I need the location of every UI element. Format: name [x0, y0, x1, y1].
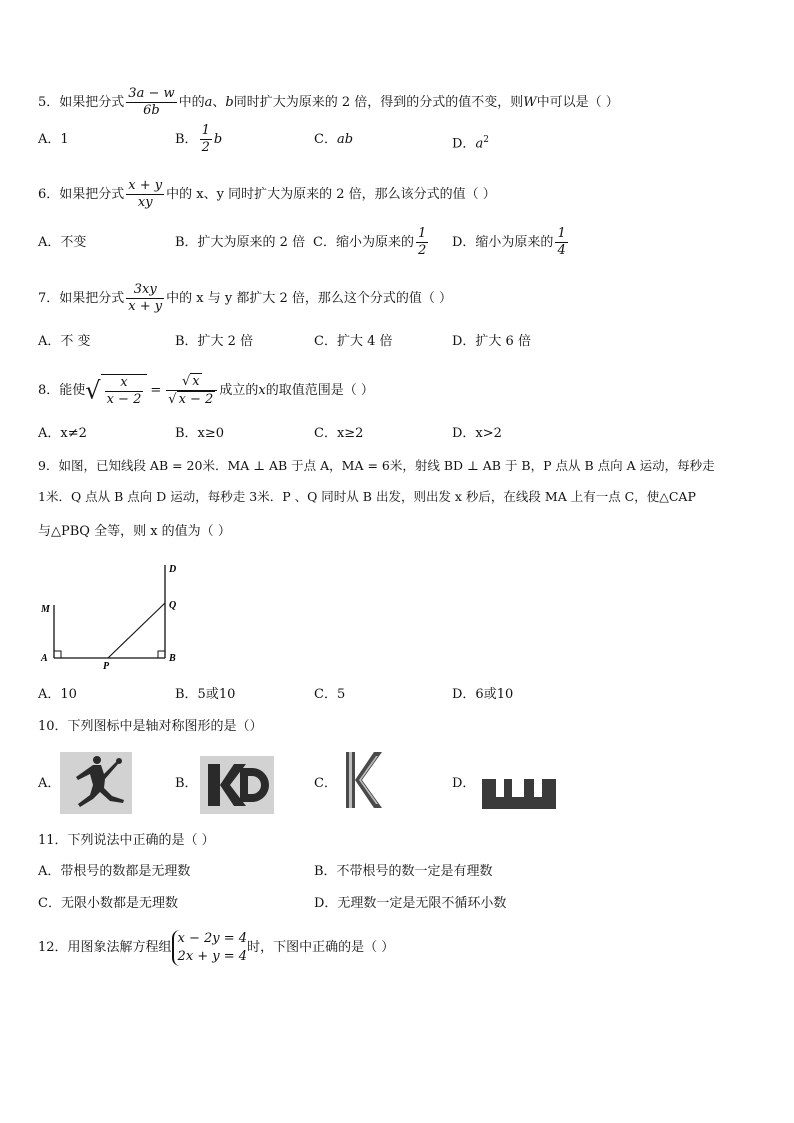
option-c	[313, 226, 430, 259]
variable: W	[523, 95, 537, 110]
variable: b	[213, 132, 223, 147]
option-d: D．6或10	[452, 687, 514, 702]
option-a: A．带根号的数都是无理数	[38, 864, 191, 879]
question-7	[38, 282, 452, 315]
question-text: 如果把分式	[59, 291, 125, 306]
right-angle-mark-b	[158, 651, 165, 658]
radicand	[101, 374, 148, 408]
question-number: 5．	[38, 95, 60, 110]
label-q: Q	[169, 600, 177, 611]
fraction-denominator: 2	[417, 243, 427, 258]
geometry-figure	[36, 560, 196, 670]
option-label: D．缩小为原来的	[452, 235, 554, 250]
crown-logo-icon	[480, 775, 558, 811]
question-text: 中的 x 与 y 都扩大 2 倍，那么这个分式的值（ ）	[166, 291, 453, 306]
option-b: B．	[175, 776, 198, 791]
option-c: C．无限小数都是无理数	[38, 896, 178, 911]
label-m: M	[41, 604, 50, 615]
radicand: x	[192, 374, 200, 389]
fraction	[126, 178, 164, 211]
question-text: 中可以是（ ）	[536, 95, 619, 110]
option-a: A．1	[38, 132, 69, 147]
fraction	[200, 123, 212, 156]
question-12	[38, 928, 394, 968]
fraction-numerator: 3xy	[126, 282, 164, 299]
question-text: 成立的	[219, 383, 259, 398]
label-a: A	[41, 653, 48, 664]
fraction-denominator: 6b	[143, 103, 160, 118]
fraction-denominator: 2	[201, 140, 210, 155]
fraction-denominator: x − 2	[106, 391, 142, 407]
equals-sign: =	[150, 383, 162, 398]
option-a: A．x≠2	[38, 426, 87, 441]
option-a: A．10	[38, 687, 77, 702]
question-text: 中的	[178, 95, 205, 110]
label-p: P	[103, 661, 110, 670]
option-d: D．扩大 6 倍	[452, 334, 531, 349]
fraction-numerator: x	[105, 375, 144, 392]
kd-logo-icon	[200, 756, 274, 814]
option-d: D．x>2	[452, 426, 502, 441]
option-b: B．不带根号的数一定是有理数	[314, 864, 493, 879]
question-5	[38, 86, 619, 119]
fraction	[126, 86, 176, 119]
question-number: 7．	[38, 291, 60, 306]
question-8	[38, 373, 374, 408]
question-text: 能使	[59, 383, 86, 398]
option-label: C．缩小为原来的	[313, 235, 414, 250]
option-c: C．	[314, 776, 337, 791]
question-number: 8．	[38, 383, 60, 398]
fraction-numerator: 3a − w	[128, 86, 175, 101]
option-label: B．	[175, 132, 198, 147]
question-9-line-3: 与△PBQ 全等，则 x 的值为（ ）	[38, 524, 231, 539]
fraction	[416, 226, 428, 259]
option-c: C．5	[314, 687, 346, 702]
question-text: 同时扩大为原来的 2 倍，得到的分式的值不变，则	[233, 95, 524, 110]
option-c: C．扩大 4 倍	[314, 334, 393, 349]
question-11: 11．下列说法中正确的是（ ）	[38, 833, 215, 848]
option-d: D．无理数一定是无限不循环小数	[314, 896, 507, 911]
radical-sign: √	[85, 376, 101, 405]
kyrie-logo-icon	[340, 748, 386, 812]
right-angle-mark-a	[54, 651, 61, 658]
fraction	[555, 226, 567, 259]
variable: b	[225, 95, 234, 110]
question-text: 如果把分式	[59, 187, 125, 202]
option-a: A．不变	[38, 235, 87, 250]
fraction-denominator: √ x − 2	[168, 392, 214, 407]
equation-1: x − 2y = 4	[177, 930, 248, 946]
question-text: 中的 x、y 同时扩大为原来的 2 倍，那么该分式的值（ ）	[166, 187, 496, 202]
fraction	[126, 282, 164, 315]
variable: x	[258, 383, 266, 398]
option-d	[452, 226, 570, 259]
question-10: 10．下列图标中是轴对称图形的是（）	[38, 719, 263, 734]
fraction-numerator: 1	[557, 226, 566, 241]
option-label: C．	[314, 132, 337, 147]
option-c	[314, 131, 353, 149]
variable: a	[475, 136, 484, 152]
question-6	[38, 178, 496, 211]
jumpman-logo-icon	[60, 752, 132, 814]
equation-2: 2x + y = 4	[177, 948, 248, 964]
option-label: D．	[452, 136, 476, 152]
option-c: C．x≥2	[314, 426, 364, 441]
label-b: B	[169, 653, 176, 664]
label-d: D	[169, 564, 177, 575]
fraction-denominator: x + y	[128, 299, 163, 314]
fraction-numerator: √ x	[166, 373, 217, 391]
variable: a	[204, 95, 213, 110]
option-a: A．	[38, 776, 61, 791]
question-9-line-1: 9．如图，已知线段 AB = 20米．MA ⊥ AB 于点 A，MA = 6米，射线 BD ⊥ AB 于 B，P 点从 B 点向 A 运动，每秒走	[38, 458, 715, 473]
option-b: B．扩大 2 倍	[175, 334, 254, 349]
option-b	[175, 123, 222, 156]
question-text: 的取值范围是（ ）	[265, 383, 374, 398]
exponent: 2	[483, 135, 489, 145]
option-d	[452, 131, 489, 153]
fraction-numerator: x + y	[128, 178, 163, 193]
question-number: 6．	[38, 187, 60, 202]
option-b: B．5或10	[175, 687, 236, 702]
variable: ab	[336, 132, 354, 147]
fraction-denominator: xy	[137, 195, 153, 210]
question-text: 时，下图中正确的是（ ）	[247, 940, 395, 955]
fraction-numerator: 1	[417, 226, 427, 241]
separator: 、	[212, 95, 226, 110]
fraction-numerator: 1	[201, 123, 210, 138]
radicand: x − 2	[178, 392, 214, 407]
equation-system	[172, 930, 248, 966]
fraction	[166, 373, 217, 408]
question-text: 12．用图象法解方程组	[38, 940, 172, 955]
question-text: 如果把分式	[59, 95, 125, 110]
option-a: A．不 变	[38, 334, 91, 349]
question-9-line-2: 1米．Q 点从 B 点向 D 运动，每秒走 3米．P 、Q 同时从 B 出发，则出发 x 秒后，在线段 MA 上有一点 C，使△CAP	[38, 489, 696, 504]
fraction	[105, 375, 144, 408]
option-d: D．	[452, 776, 476, 791]
option-b: B．扩大为原来的 2 倍	[175, 235, 306, 250]
option-b: B．x≥0	[175, 426, 225, 441]
fraction-denominator: 4	[557, 243, 566, 258]
segment-pq	[108, 603, 165, 658]
